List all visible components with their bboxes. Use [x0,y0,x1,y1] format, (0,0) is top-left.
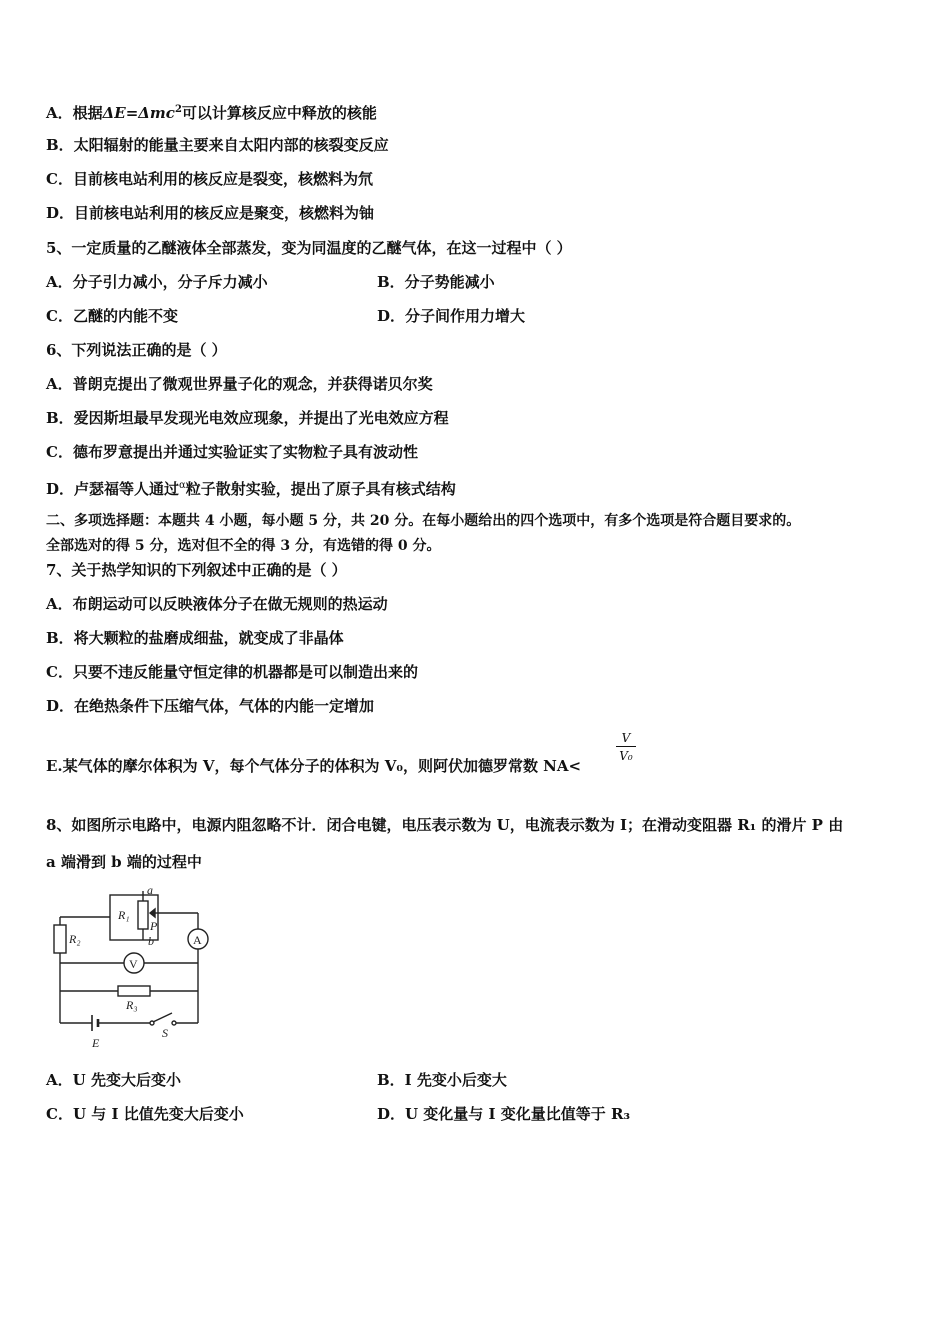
q6-option-c: C．德布罗意提出并通过实验证实了实物粒子具有波动性 [46,443,418,461]
q5-option-c: C．乙醚的内能不变 [46,307,178,325]
q7-option-b: B．将大颗粒的盐磨成细盐，就变成了非晶体 [46,629,344,647]
label-r2: R₂ [69,932,81,946]
q6-option-a: A．普朗克提出了微观世界量子化的观念，并获得诺贝尔奖 [46,375,433,393]
label-voltmeter: V [129,957,138,971]
q6-option-d: D．卢瑟福等人通过$^\alpha$粒子散射实验，提出了原子具有核式结构 [46,480,456,498]
q7-fraction-numerator: V [616,730,636,747]
r2-resistor [54,925,66,953]
q8-option-a: A．U 先变大后变小 [46,1071,181,1089]
q7-option-d: D．在绝热条件下压缩气体，气体的内能一定增加 [46,697,375,715]
q7-fraction [616,730,636,765]
label-b: b [148,934,154,948]
q7-option-c: C．只要不违反能量守恒定律的机器都是可以制造出来的 [46,663,418,681]
circuit-diagram [40,885,230,1055]
q5-option-a: A．分子引力减小，分子斥力减小 [46,273,268,291]
q8-option-b: B．I 先变小后变大 [377,1071,507,1089]
label-e: E [92,1036,100,1050]
q7-option-a: A．布朗运动可以反映液体分子在做无规则的热运动 [46,595,388,613]
q4-option-c: C．目前核电站利用的核反应是裂变，核燃料为氘 [46,170,373,188]
q8-option-d: D．U 变化量与 I 变化量比值等于 R₃ [377,1105,631,1123]
q8-stem-line1: 8、如图所示电路中，电源内阻忽略不计．闭合电键，电压表示数为 U，电流表示数为 I；在滑动变阻器 R₁ 的滑片 P 由 [46,816,844,834]
q7-option-e: E.某气体的摩尔体积为 V，每个气体分子的体积为 V₀，则阿伏加德罗常数 NA< [46,757,582,775]
label-r1: R₁ [118,908,130,922]
q8-option-c: C．U 与 I 比值先变大后变小 [46,1105,244,1123]
section2-line1: 二、多项选择题：本题共 4 小题，每小题 5 分，共 20 分。在每小题给出的四个选项中，有多个选项是符合题目要求的。 [46,513,801,529]
q5-option-b: B．分子势能减小 [377,273,495,291]
q6-option-b: B．爱因斯坦最早发现光电效应现象，并提出了光电效应方程 [46,409,449,427]
label-ammeter: A [193,933,202,947]
q4-option-d: D．目前核电站利用的核反应是聚变，核燃料为铀 [46,204,375,222]
q6-stem: 6、下列说法正确的是（ ） [46,341,227,359]
label-p: P [150,919,158,933]
label-a: a [147,885,153,897]
r3-resistor [118,986,150,996]
label-r3: R₃ [126,998,138,1012]
section2-line2: 全部选对的得 5 分，选对但不全的得 3 分，有选错的得 0 分。 [46,538,441,554]
label-s: S [162,1026,168,1040]
q4-option-a: A．根据ΔE=Δmc$^2$可以计算核反应中释放的核能 [46,104,377,122]
q7-fraction-denominator: V₀ [619,749,633,763]
r1-resistor [138,901,148,929]
q7-stem: 7、关于热学知识的下列叙述中正确的是（ ） [46,561,347,579]
q5-option-d: D．分子间作用力增大 [377,307,526,325]
q5-stem: 5、一定质量的乙醚液体全部蒸发，变为同温度的乙醚气体，在这一过程中（ ） [46,239,572,257]
q4-option-b: B．太阳辐射的能量主要来自太阳内部的核裂变反应 [46,136,389,154]
q8-stem-line2: a 端滑到 b 端的过程中 [46,853,202,871]
switch-blade [153,1013,172,1022]
slider-p-arrow [150,909,155,917]
switch-contact-right [172,1021,176,1025]
